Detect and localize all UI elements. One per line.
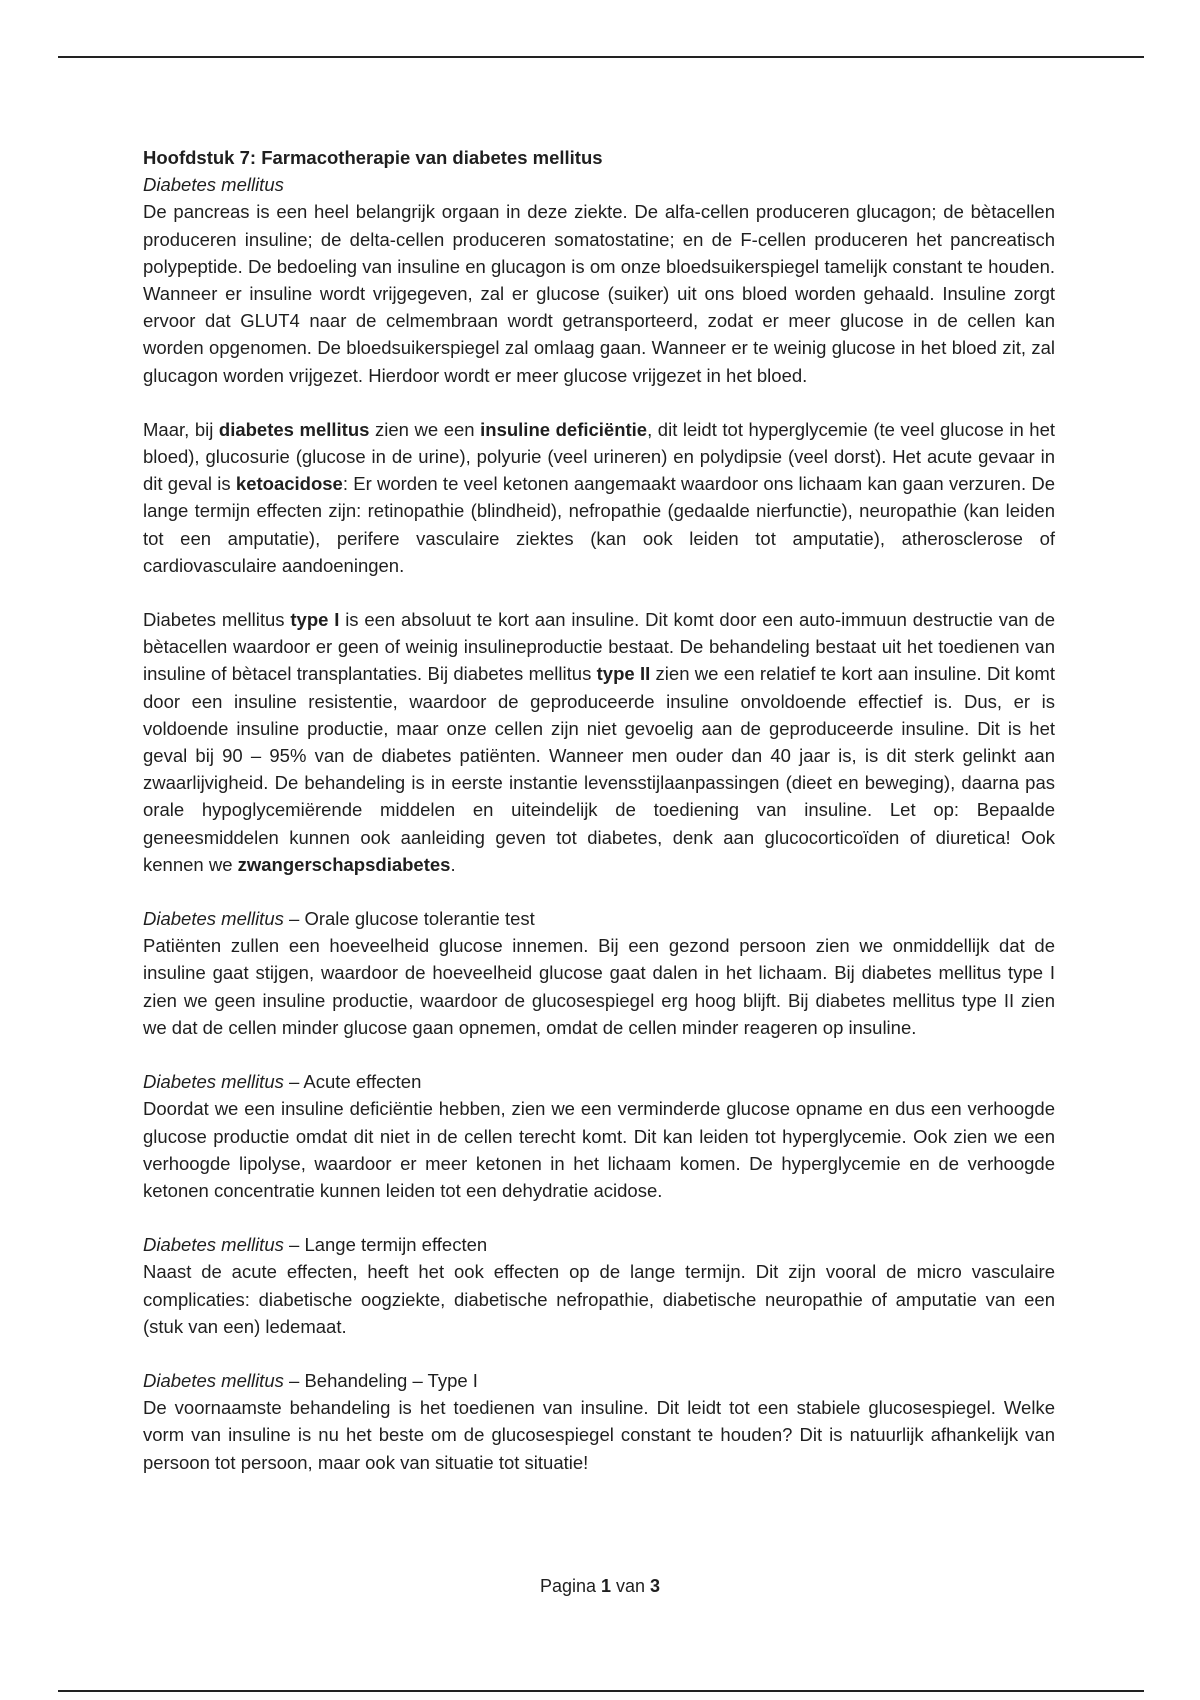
- diabetes-paragraph: Maar, bij diabetes mellitus zien we een insuline deficiëntie, dit leidt tot hyperglycemie (te veel glucose in het bloed), glucosurie (glucose in de urine), polyurie (veel urineren) en polydipsie (veel dorst). Het acute gevaar in dit geval is ketoacidose: Er worden te veel ketonen aangemaakt waardoor ons lichaam kan gaan verzuren. De lange termijn effecten zijn: retinopathie (blindheid), nefropathie (gedaalde nierfunctie), neuropathie (kan leiden tot een amputatie), perifere vasculaire ziektes (kan ook leiden tot amputatie), atherosclerose of cardiovasculaire aandoeningen.: [143, 418, 1056, 576]
- paragraph-gap: [143, 579, 1055, 606]
- paragraph-gap: [143, 878, 1055, 905]
- section-text: Naast de acute effecten, heeft het ook effecten op de lange termijn. Dit zijn vooral de micro vasculaire complicaties: diabetische oogziekte, diabetische nefropathie, diabetische neuropathie of amputatie van een (stuk van een) ledemaat.: [143, 1261, 1055, 1337]
- paragraph-gap: [143, 389, 1055, 416]
- section-heading: Diabetes mellitus – Orale glucose tolerantie test: [143, 908, 535, 930]
- paragraph-gap: [143, 1340, 1055, 1367]
- bold-term: type I: [290, 609, 340, 631]
- header-rule: [58, 56, 1144, 58]
- section-text: Doordat we een insuline deficiëntie hebben, zien we een verminderde glucose opname en dus een verhoogde glucose productie omdat dit niet in de cellen terecht komt. Dit kan leiden tot hyperglycemie. Ook zien we een verhoogde lipolyse, waardoor er meer ketonen in het lichaam komen. De hyperglycemie en de verhoogde ketonen concentratie kunnen leiden tot een dehydratie acidose.: [143, 1098, 1055, 1201]
- intro-paragraph: De pancreas is een heel belangrijk orgaan in deze ziekte. De alfa-cellen produceren glucagon; de bètacellen produceren insuline; de delta-cellen produceren somatostatine; en de F-cellen produceren het pancreatisch polypeptide. De bedoeling van insuline en glucagon is om onze bloedsuikerspiegel tamelijk constant te houden. Wanneer er insuline wordt vrijgegeven, zal er glucose (suiker) uit ons bloed worden gehaald. Insuline zorgt ervoor dat GLUT4 naar de celmembraan wordt getransporteerd, zodat er meer glucose in de cellen kan worden opgenomen. De bloedsuikerspiegel zal omlaag gaan. Wanneer er te weinig glucose in het bloed zit, zal glucagon worden vrijgezet. Hierdoor wordt er meer glucose vrijgezet in het bloed.: [143, 201, 1055, 386]
- section-text: De voornaamste behandeling is het toedienen van insuline. Dit leidt tot een stabiele glucosespiegel. Welke vorm van insuline is nu het beste om de glucosespiegel constant te houden? Dit is natuurlijk afhankelijk van persoon tot persoon, maar ook van situatie tot situatie!: [143, 1397, 1055, 1473]
- footer-prefix: Pagina: [539, 1576, 601, 1596]
- bold-term: ketoacidose: [235, 473, 343, 495]
- footer-rule: [58, 1690, 1144, 1692]
- bold-term: diabetes mellitus: [218, 418, 370, 440]
- page-number: 1: [601, 1576, 612, 1596]
- paragraph-gap: [143, 1204, 1055, 1231]
- paragraph-gap: [143, 1041, 1055, 1068]
- section-text: Patiënten zullen een hoeveelheid glucose innemen. Bij een gezond persoon zien we onmiddellijk dat de insuline gaat stijgen, waardoor de hoeveelheid glucose gaat dalen in het lichaam. Bij diabetes mellitus type I zien we geen insuline productie, waardoor de glucosespiegel erg hoog blijft. Bij diabetes mellitus type II zien we dat de cellen minder glucose gaan opnemen, omdat de cellen minder reageren op insuline.: [143, 935, 1055, 1038]
- section-subtitle: [143, 171, 1055, 198]
- bold-term: zwangerschapsdiabetes: [237, 853, 451, 875]
- section-heading: Diabetes mellitus – Behandeling – Type I: [143, 1369, 478, 1391]
- subtitle-text: Diabetes mellitus: [143, 174, 284, 196]
- footer-middle: van: [611, 1576, 651, 1596]
- chapter-title: Hoofdstuk 7: Farmacotherapie van diabetes mellitus: [143, 147, 603, 168]
- section-heading: Diabetes mellitus – Lange termijn effecten: [143, 1234, 488, 1256]
- page-footer: [0, 1574, 1200, 1598]
- document-page: [143, 144, 1055, 1476]
- bold-term: type II: [596, 663, 651, 685]
- page-total: 3: [650, 1576, 661, 1596]
- bold-term: insuline deficiëntie: [480, 418, 648, 440]
- types-paragraph: Diabetes mellitus type I is een absoluut te kort aan insuline. Dit komt door een auto-immuun destructie van de bètacellen waardoor er geen of weinig insulineproductie bestaat. De behandeling bestaat uit het toedienen van insuline of bètacel transplantaties. Bij diabetes mellitus type II zien we een relatief te kort aan insuline. Dit komt door een insuline resistentie, waardoor de geproduceerde insuline onvoldoende effectief is. Dus, er is voldoende insuline productie, maar onze cellen zijn niet gevoelig aan de geproduceerde insuline. Dit is het geval bij 90 – 95% van de diabetes patiënten. Wanneer men ouder dan 40 jaar is, is dit sterk gelinkt aan zwaarlijvigheid. De behandeling is in eerste instantie levensstijlaanpassingen (dieet en beweging), daarna pas orale hypoglycemiërende middelen en uiteindelijk de toediening van insuline. Let op: Bepaalde geneesmiddelen kunnen ook aanleiding geven tot diabetes, denk aan glucocorticoïden of diuretica! Ook kennen we zwangerschapsdiabetes.: [143, 609, 1055, 875]
- section-heading: Diabetes mellitus – Acute effecten: [143, 1071, 422, 1093]
